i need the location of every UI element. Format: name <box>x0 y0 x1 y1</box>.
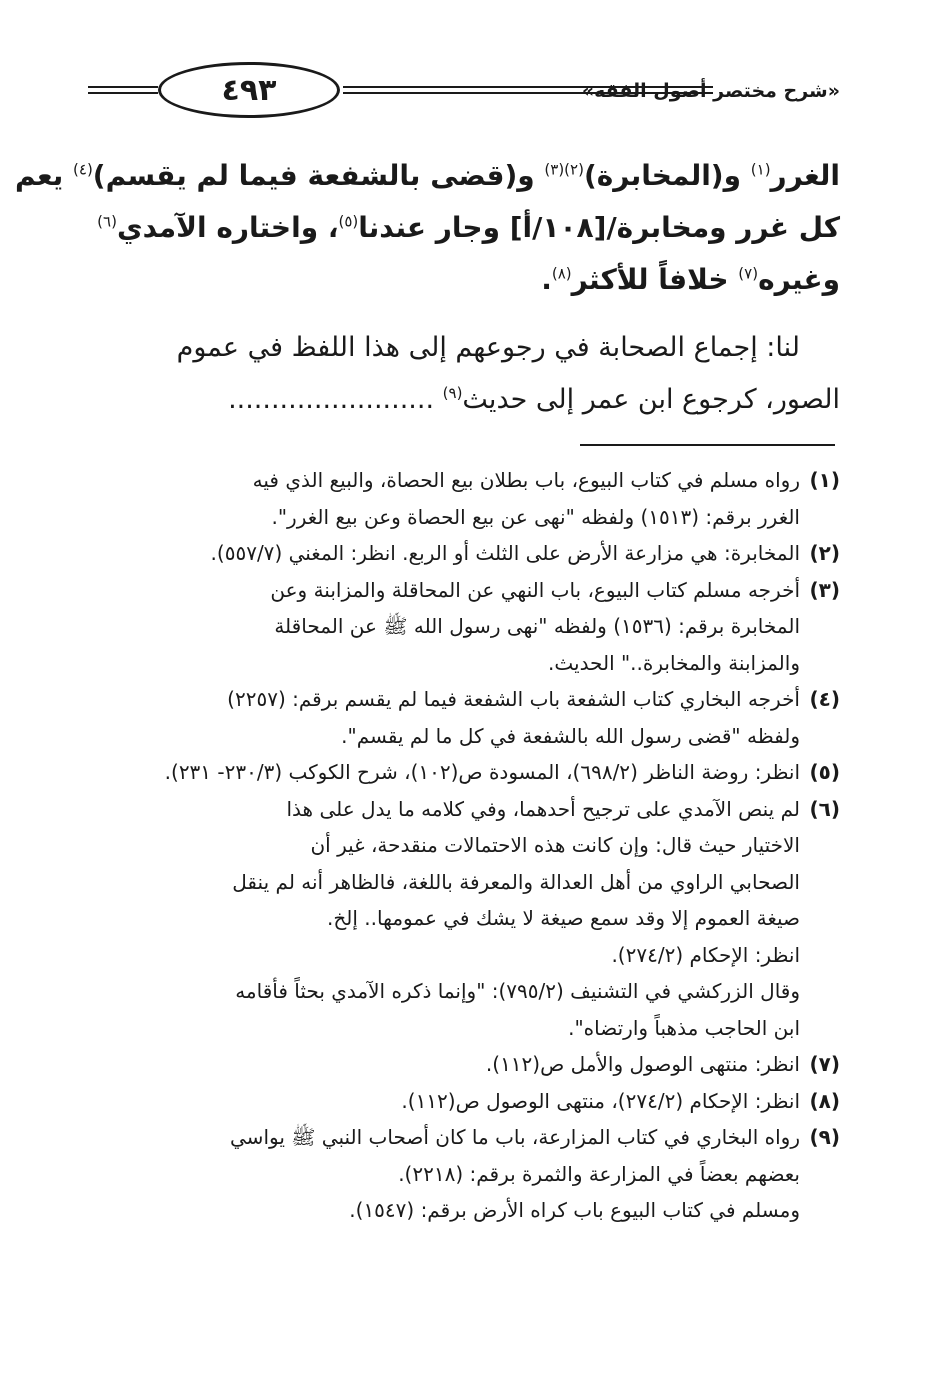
page-number-oval <box>158 62 340 118</box>
footnote-line: بعضهم بعضاً في المزارعة والثمرة برقم: (٢٢١٨). <box>398 1161 800 1186</box>
text-run: ........................ <box>228 384 443 415</box>
page-number: ٤٩٣ <box>221 72 277 108</box>
footnote-text: رواه البخاري في كتاب المزارعة، باب ما كان أصحاب النبي ﷺ يواسي <box>230 1125 800 1149</box>
footnote-text: انظر: منتهى الوصول والأمل ص(١١٢). <box>485 1052 800 1076</box>
main-line <box>80 202 840 254</box>
text-run: يعم <box>14 159 74 192</box>
footnote-number: (٧) <box>809 1052 840 1076</box>
text-run: و(قضى بالشفعة فيما لم يقسم) <box>92 159 545 192</box>
text-run: ، واختاره الآمدي <box>116 211 339 244</box>
header-rule-left-bottom <box>88 92 158 94</box>
footnote-number: (٨) <box>809 1088 840 1113</box>
footnote-number: (٢) <box>809 541 840 565</box>
page-header <box>88 60 840 124</box>
footnote-text: انظر: روضة الناظر (٦٩٨/٢)، المسودة ص(١٠٢)، شرح الكوكب (٢٣٠/٣- ٢٣١). <box>164 760 800 784</box>
text-run: وغيره <box>758 263 840 296</box>
footnote-separator <box>580 444 835 446</box>
footnote-number: (١) <box>809 468 840 492</box>
footnote-ref: (٥) <box>338 212 359 231</box>
footnote-line: والمزابنة والمخابرة.." الحديث. <box>548 650 800 675</box>
footnote-number: (٣) <box>809 577 840 602</box>
footnote-line <box>80 1119 840 1156</box>
footnote-number: (٤) <box>809 687 840 711</box>
footnote-line: الغرر برقم: (١٥١٣) ولفظه "نهى عن بيع الحصاة وعن بيع الغرر". <box>271 504 800 529</box>
footnote-ref: (٢)(٣) <box>544 160 584 179</box>
main-text <box>14 150 840 306</box>
footnotes <box>80 462 840 1229</box>
main-line <box>14 150 840 202</box>
footnote-line: ابن الحاجب مذهباً وارتضاه". <box>568 1015 800 1040</box>
footnote-ref: (١) <box>750 160 771 179</box>
text-run: كل غرر ومخابرة/[١٠٨/أ] وجار عندنا <box>358 211 840 244</box>
footnote-line <box>80 572 840 609</box>
footnote-text: لم ينص الآمدي على ترجيح أحدهما، وفي كلامه ما يدل على هذا <box>286 796 800 821</box>
running-title: «شرح مختصر أصول الفقه» <box>581 80 840 102</box>
footnote-ref: (٨) <box>551 264 572 283</box>
footnote-ref: (٤) <box>73 160 93 179</box>
text-run: الغرر <box>770 159 840 192</box>
footnote-number: (٩) <box>809 1125 840 1149</box>
footnote-line <box>80 535 840 572</box>
footnote-text: أخرجه مسلم كتاب البيوع، باب النهي عن المحاقلة والمزابنة وعن <box>270 577 800 602</box>
footnote-line <box>80 681 840 718</box>
text-run: خلافاً للأكثر <box>571 263 739 296</box>
commentary-paragraph <box>80 322 840 426</box>
footnote-ref: (٦) <box>97 212 117 231</box>
footnote-line <box>80 462 840 499</box>
footnote-text: انظر: الإحكام (٢٧٤/٢)، منتهى الوصول ص(١١٢). <box>401 1088 800 1113</box>
footnote-line: الصحابي الراوي من أهل العدالة والمعرفة باللغة، فالظاهر أنه لم ينقل <box>232 869 800 894</box>
footnote-line: المخابرة برقم: (١٥٣٦) ولفظه "نهى رسول الله ﷺ عن المحاقلة <box>274 614 800 638</box>
main-line <box>80 254 840 306</box>
footnote-line <box>80 754 840 791</box>
footnote-line: وقال الزركشي في التشنيف (٧٩٥/٢): "وإنما ذكره الآمدي بحثاً فأقامه <box>235 979 800 1003</box>
footnote-line <box>80 791 840 828</box>
commentary-line: لنا: إجماع الصحابة في رجوعهم إلى هذا اللفظ في عموم <box>176 332 800 363</box>
footnote-line <box>80 1046 840 1083</box>
footnote-line: الاختيار حيث قال: وإن كانت هذه الاحتمالات منقدحة، غير أن <box>310 833 800 857</box>
footnote-text: المخابرة: هي مزارعة الأرض على الثلث أو الربع. انظر: المغني (٥٥٧/٧). <box>210 541 800 565</box>
footnote-text: أخرجه البخاري كتاب الشفعة باب الشفعة فيما لم يقسم برقم: (٢٢٥٧) <box>227 687 800 711</box>
header-rule-left-top <box>88 86 158 88</box>
commentary-line <box>80 374 840 426</box>
footnote-line: صيغة العموم إلا وقد سمع صيغة لا يشك في عمومها.. إلخ. <box>327 906 800 930</box>
text-run: و(المخابرة) <box>583 159 751 192</box>
footnote-number: (٦) <box>809 796 840 821</box>
footnote-line <box>80 1083 840 1120</box>
footnote-line: ولفظه "قضى رسول الله بالشفعة في كل ما لم يقسم". <box>341 723 800 748</box>
text-run: . <box>541 263 552 296</box>
footnote-text: رواه مسلم في كتاب البيوع، باب بطلان بيع الحصاة، والبيع الذي فيه <box>252 468 800 492</box>
footnote-number: (٥) <box>809 760 840 784</box>
footnote-ref: (٧) <box>738 264 759 283</box>
footnote-line: ومسلم في كتاب البيوع باب كراه الأرض برقم: (١٥٤٧). <box>349 1198 800 1222</box>
footnote-line: انظر: الإحكام (٢٧٤/٢). <box>611 942 800 967</box>
footnote-ref: (٩) <box>442 384 463 402</box>
text-run: الصور، كرجوع ابن عمر إلى حديث <box>462 384 840 415</box>
